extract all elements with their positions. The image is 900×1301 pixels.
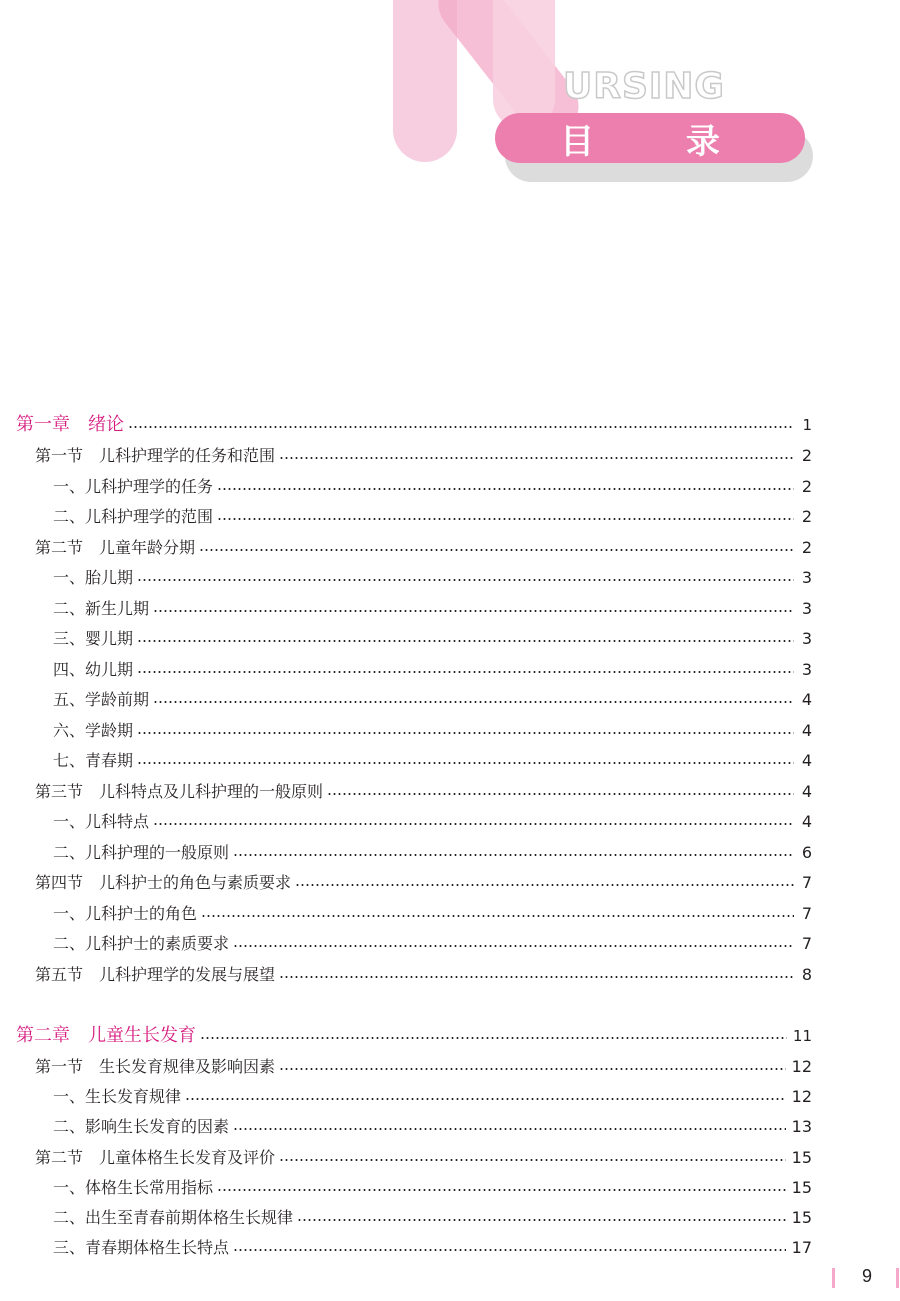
toc-entry-title: 七、青春期: [53, 751, 134, 770]
toc-page-number: 3: [801, 598, 812, 618]
toc-item[interactable]: [53, 505, 812, 529]
toc-item[interactable]: [53, 810, 812, 834]
toc-item[interactable]: [53, 719, 812, 743]
toc-item[interactable]: [53, 597, 812, 621]
toc-entry-title: 一、儿科护理学的任务: [53, 476, 214, 496]
toc-item[interactable]: [53, 902, 812, 926]
toc-entry-title: 一、胎儿期: [53, 568, 134, 587]
toc-chapter[interactable]: [16, 1024, 812, 1048]
toc-item[interactable]: [53, 1115, 812, 1139]
dot-leader: [297, 1219, 786, 1221]
toc-page-number: 4: [801, 690, 812, 709]
toc-section[interactable]: [35, 780, 812, 804]
toc-page-number: 7: [801, 873, 812, 892]
dot-leader: [233, 1249, 786, 1251]
dot-leader: [200, 1037, 787, 1039]
toc-entry-title: 三、婴儿期: [53, 629, 134, 648]
toc-entry-title: 第三节 儿科特点及儿科护理的一般原则: [35, 781, 324, 801]
dot-leader: [137, 579, 794, 581]
dot-leader: [233, 854, 794, 856]
toc-section[interactable]: [35, 1055, 812, 1079]
toc-page-number: 2: [801, 446, 812, 465]
toc-item[interactable]: [53, 627, 812, 651]
footer-right-bar: [896, 1268, 899, 1288]
toc-section[interactable]: [35, 536, 812, 560]
toc-entry-title: 第四节 儿科护士的角色与素质要求: [35, 873, 292, 892]
toc-page-number: 7: [801, 903, 812, 923]
toc-item[interactable]: [53, 1236, 812, 1260]
toc-entry-title: 第二节 儿童体格生长发育及评价: [35, 1147, 276, 1167]
page-number: 9: [861, 1266, 872, 1286]
toc-item[interactable]: [53, 658, 812, 682]
toc-entry-title: 一、生长发育规律: [53, 1087, 182, 1107]
toc-page-number: 2: [801, 476, 812, 496]
dot-leader: [153, 610, 794, 612]
toc-page-number: 3: [801, 629, 812, 648]
dot-leader: [279, 976, 794, 978]
toc-page-number: 11: [792, 1027, 812, 1045]
toc-item[interactable]: [53, 932, 812, 956]
toc-entry-title: 三、青春期体格生长特点: [53, 1238, 230, 1258]
toc-entry-title: 六、学龄期: [53, 720, 134, 740]
toc-item[interactable]: [53, 1085, 812, 1109]
toc-page-number: 3: [801, 659, 812, 679]
toc-entry-title: 一、儿科特点: [53, 812, 150, 831]
toc-page-number: 13: [791, 1117, 812, 1137]
toc-item[interactable]: [53, 688, 812, 712]
toc-page-number: 12: [791, 1057, 812, 1076]
dot-leader: [137, 732, 794, 734]
toc-page-number: 7: [801, 934, 812, 953]
toc-entry-title: 第一节 生长发育规律及影响因素: [35, 1057, 276, 1076]
dot-leader: [217, 488, 794, 490]
dot-leader: [199, 549, 794, 551]
toc-entry-title: 第一章 绪论: [16, 414, 124, 435]
toc-entry-title: 二、儿科护理的一般原则: [53, 842, 230, 862]
dot-leader: [279, 1159, 786, 1161]
ursing-logo-text: URSING: [563, 66, 725, 107]
dot-leader: [201, 915, 794, 917]
toc-entry-title: 一、体格生长常用指标: [53, 1177, 214, 1197]
toc-entry-title: 二、新生儿期: [53, 598, 150, 618]
dot-leader: [233, 945, 794, 947]
dot-leader: [185, 1098, 786, 1100]
toc-entry-title: 第五节 儿科护理学的发展与展望: [35, 964, 276, 984]
toc-page-number: 4: [801, 812, 812, 831]
toc-page-number: 6: [801, 842, 812, 862]
toc-page-number: 8: [801, 964, 812, 984]
page-title: 目 录: [495, 113, 805, 163]
toc-item[interactable]: [53, 475, 812, 499]
toc-section[interactable]: [35, 444, 812, 468]
toc-page-number: 15: [791, 1147, 812, 1167]
dot-leader: [153, 823, 794, 825]
toc-entry-title: 二、儿科护士的素质要求: [53, 934, 230, 953]
dot-leader: [217, 518, 794, 520]
toc-entry-title: 第二节 儿童年龄分期: [35, 537, 196, 557]
dot-leader: [279, 457, 794, 459]
dot-leader: [128, 426, 794, 428]
toc-entry-title: 第二章 儿童生长发育: [16, 1025, 196, 1046]
toc-page-number: 15: [791, 1177, 812, 1197]
dot-leader: [153, 701, 794, 703]
toc-entry-title: 四、幼儿期: [53, 659, 134, 679]
dot-leader: [327, 793, 794, 795]
toc-entry-title: 二、影响生长发育的因素: [53, 1117, 230, 1137]
dot-leader: [217, 1189, 786, 1191]
toc-item[interactable]: [53, 1206, 812, 1230]
toc-item[interactable]: [53, 749, 812, 773]
n-letter-right-stroke: [493, 0, 555, 130]
toc-entry-title: 五、学龄前期: [53, 690, 150, 709]
toc-entry-title: 二、儿科护理学的范围: [53, 507, 214, 526]
toc-page-number: 15: [791, 1208, 812, 1227]
toc-page-number: 3: [801, 568, 812, 587]
toc-page-number: 4: [801, 720, 812, 740]
toc-page-number: 12: [791, 1087, 812, 1107]
toc-section[interactable]: [35, 871, 812, 895]
dot-leader: [279, 1068, 786, 1070]
toc-entry-title: 二、出生至青春前期体格生长规律: [53, 1208, 294, 1227]
toc-page-number: 17: [791, 1238, 812, 1258]
toc-item[interactable]: [53, 1176, 812, 1200]
toc-section[interactable]: [35, 1146, 812, 1170]
dot-leader: [137, 762, 794, 764]
toc-item[interactable]: [53, 566, 812, 590]
toc-entry-title: 第一节 儿科护理学的任务和范围: [35, 446, 276, 465]
header-graphic: [0, 0, 900, 200]
toc-section[interactable]: [35, 963, 812, 987]
toc-page-number: 2: [801, 537, 812, 557]
toc-page-number: 2: [801, 507, 812, 526]
toc-page-number: 4: [801, 751, 812, 770]
toc-entry-title: 一、儿科护士的角色: [53, 903, 198, 923]
footer-left-bar: [832, 1268, 835, 1288]
toc-page-number: 4: [801, 781, 812, 801]
toc-page-number: 1: [802, 416, 812, 434]
dot-leader: [233, 1128, 786, 1130]
dot-leader: [295, 884, 794, 886]
toc-item[interactable]: [53, 841, 812, 865]
dot-leader: [137, 640, 794, 642]
toc-chapter[interactable]: [16, 413, 812, 437]
dot-leader: [137, 671, 794, 673]
